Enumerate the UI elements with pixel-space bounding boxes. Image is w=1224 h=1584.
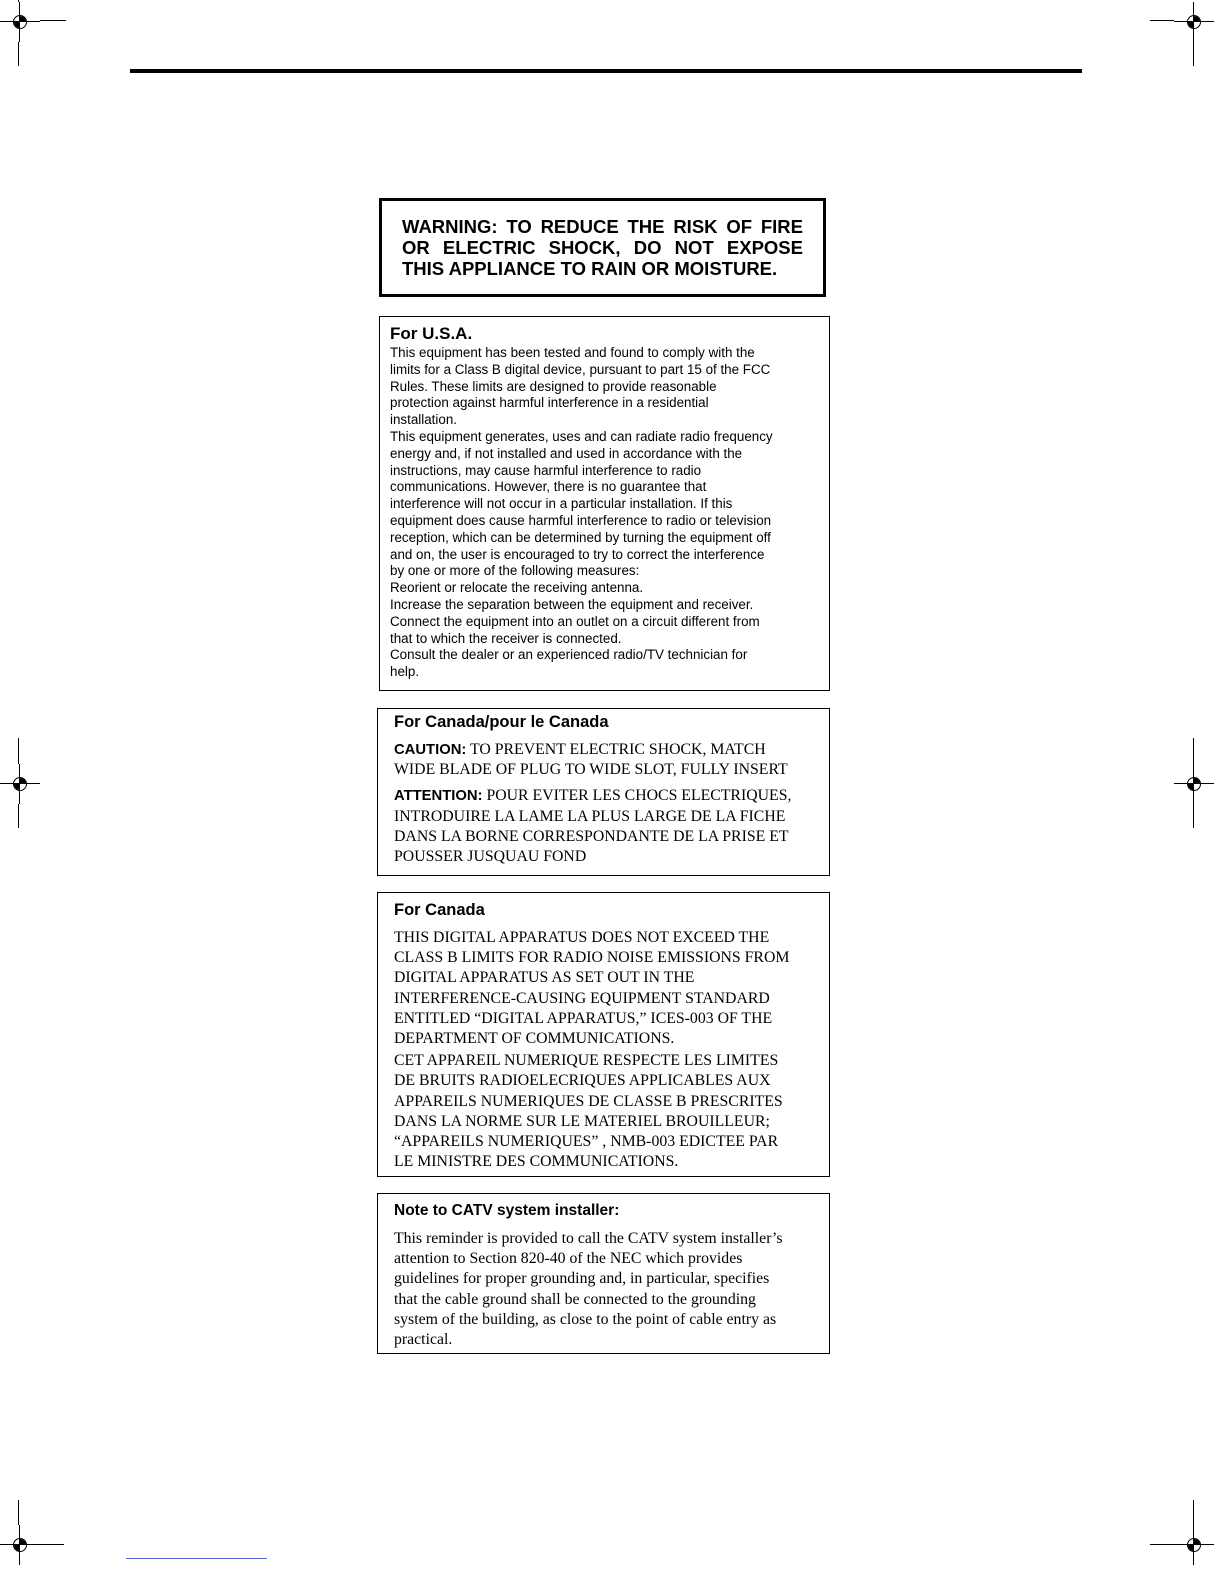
attention-line (394, 786, 829, 806)
usa-line: This equipment generates, uses and can radiate radio frequency (390, 428, 773, 444)
header-rule (130, 69, 1082, 73)
usa-line: by one or more of the following measures: (390, 563, 640, 579)
canada-line: DIGITAL APPARATUS AS SET OUT IN THE (394, 969, 695, 987)
warning-line: OR ELECTRIC SHOCK, DO NOT EXPOSE (402, 237, 803, 258)
registration-mark-icon (0, 2, 40, 42)
registration-mark-icon (1174, 764, 1214, 804)
catv-line: This reminder is provided to call the CATV system installer’s (394, 1230, 783, 1247)
canada-line: DEPARTMENT OF COMMUNICATIONS. (394, 1030, 675, 1048)
canada-plug-notice-box (377, 708, 830, 876)
trim-line (18, 738, 19, 764)
usa-line: Connect the equipment into an outlet on a circuit different from (390, 613, 760, 629)
caution-label: CAUTION: (394, 742, 467, 758)
footer-underline (126, 1558, 267, 1559)
registration-mark-icon (0, 1525, 40, 1565)
canada-line: DE BRUITS RADIOELECRIQUES APPLICABLES AUX (394, 1072, 771, 1090)
canada-line: “APPAREILS NUMERIQUES” , NMB-003 EDICTEE PAR (394, 1133, 779, 1151)
catv-line: that the cable ground shall be connected to the grounding (394, 1290, 756, 1308)
usa-title: For U.S.A. (390, 324, 473, 343)
attention-paragraph (394, 786, 829, 867)
usa-line: installation. (390, 412, 457, 428)
trim-line (1193, 804, 1194, 828)
trim-line (18, 804, 19, 828)
caution-line (394, 740, 829, 760)
attention-label: ATTENTION: (394, 788, 483, 805)
canada-line: DANS LA NORME SUR LE MATERIEL BROUILLEUR; (394, 1112, 770, 1130)
usa-line: Reorient or relocate the receiving antenna. (390, 580, 644, 596)
trim-line (1150, 20, 1174, 21)
attention-line: POUSSER JUSQUAU FOND (394, 848, 587, 866)
canada-fr-title: For Canada/pour le Canada (394, 713, 609, 731)
trim-line (40, 1544, 64, 1545)
usa-line: that to which the receiver is connected. (390, 630, 622, 646)
usa-line: instructions, may cause harmful interference to radio (390, 462, 702, 478)
warning-text (402, 216, 803, 279)
usa-line: protection against harmful interference in a residential (390, 395, 709, 411)
usa-line: Consult the dealer or an experienced radio/TV technician for (390, 647, 748, 663)
usa-line: limits for a Class B digital device, pursuant to part 15 of the FCC (390, 361, 771, 377)
attention-line: INTRODUIRE LA LAME LA PLUS LARGE DE LA FICHE (394, 807, 786, 825)
trim-line (40, 20, 66, 21)
usa-line: Rules. These limits are designed to provide reasonable (390, 378, 717, 394)
usa-line: This equipment has been tested and found to comply with the (390, 345, 755, 360)
registration-mark-icon (0, 764, 40, 804)
usa-line: equipment does cause harmful interference to radio or television (390, 512, 772, 528)
trim-line (18, 42, 19, 66)
trim-line (18, 1500, 19, 1525)
canada-line: APPAREILS NUMERIQUES DE CLASSE B PRESCRITES (394, 1092, 783, 1110)
canada-english-paragraph (394, 928, 829, 1049)
catv-note-box (377, 1193, 830, 1354)
usa-line: energy and, if not installed and used in accordance with the (390, 445, 743, 461)
canada-line: THIS DIGITAL APPARATUS DOES NOT EXCEED THE (394, 929, 770, 946)
caution-text: TO PREVENT ELECTRIC SHOCK, MATCH (470, 741, 766, 758)
caution-paragraph (394, 740, 829, 780)
canada-title: For Canada (394, 901, 485, 919)
catv-line: attention to Section 820-40 of the NEC which provides (394, 1250, 743, 1268)
canada-french-paragraph (394, 1051, 829, 1172)
warning-line: WARNING: TO REDUCE THE RISK OF FIRE (402, 216, 803, 237)
trim-line (18, 0, 19, 2)
catv-title: Note to CATV system installer: (394, 1202, 620, 1219)
canada-line: INTERFERENCE-CAUSING EQUIPMENT STANDARD (394, 989, 770, 1007)
trim-line (1193, 1500, 1194, 1525)
usa-line: communications. However, there is no guarantee that (390, 479, 707, 495)
usa-line: and on, the user is encouraged to try to correct the interference (390, 546, 765, 562)
caution-line: WIDE BLADE OF PLUG TO WIDE SLOT, FULLY INSERT (394, 761, 788, 779)
usa-line: reception, which can be determined by turning the equipment off (390, 529, 771, 545)
registration-mark-icon (1174, 2, 1214, 42)
attention-line: DANS LA BORNE CORRESPONDANTE DE LA PRISE ET (394, 827, 789, 845)
warning-line: THIS APPLIANCE TO RAIN OR MOISTURE. (402, 258, 778, 279)
catv-line: guidelines for proper grounding and, in particular, specifies (394, 1270, 770, 1288)
canada-line: LE MINISTRE DES COMMUNICATIONS. (394, 1153, 679, 1171)
trim-line (1150, 1544, 1174, 1545)
canada-line: ENTITLED “DIGITAL APPARATUS,” ICES-003 OF THE (394, 1009, 773, 1027)
trim-line (1193, 738, 1194, 764)
usa-line: Increase the separation between the equipment and receiver. (390, 596, 754, 612)
registration-mark-icon (1174, 1525, 1214, 1565)
warning-box (379, 198, 826, 297)
attention-text: POUR EVITER LES CHOCS ELECTRIQUES, (486, 787, 792, 805)
catv-line: practical. (394, 1331, 453, 1349)
usa-notice-box (379, 316, 830, 691)
catv-line: system of the building, as close to the point of cable entry as (394, 1310, 777, 1328)
canada-ices-notice-box (377, 892, 830, 1177)
usa-line: help. (390, 664, 420, 680)
usa-line: interference will not occur in a particular installation. If this (390, 496, 733, 512)
canada-line: CLASS B LIMITS FOR RADIO NOISE EMISSIONS FROM (394, 949, 790, 967)
canada-line: CET APPAREIL NUMERIQUE RESPECTE LES LIMITES (394, 1052, 779, 1070)
trim-line (1193, 42, 1194, 66)
